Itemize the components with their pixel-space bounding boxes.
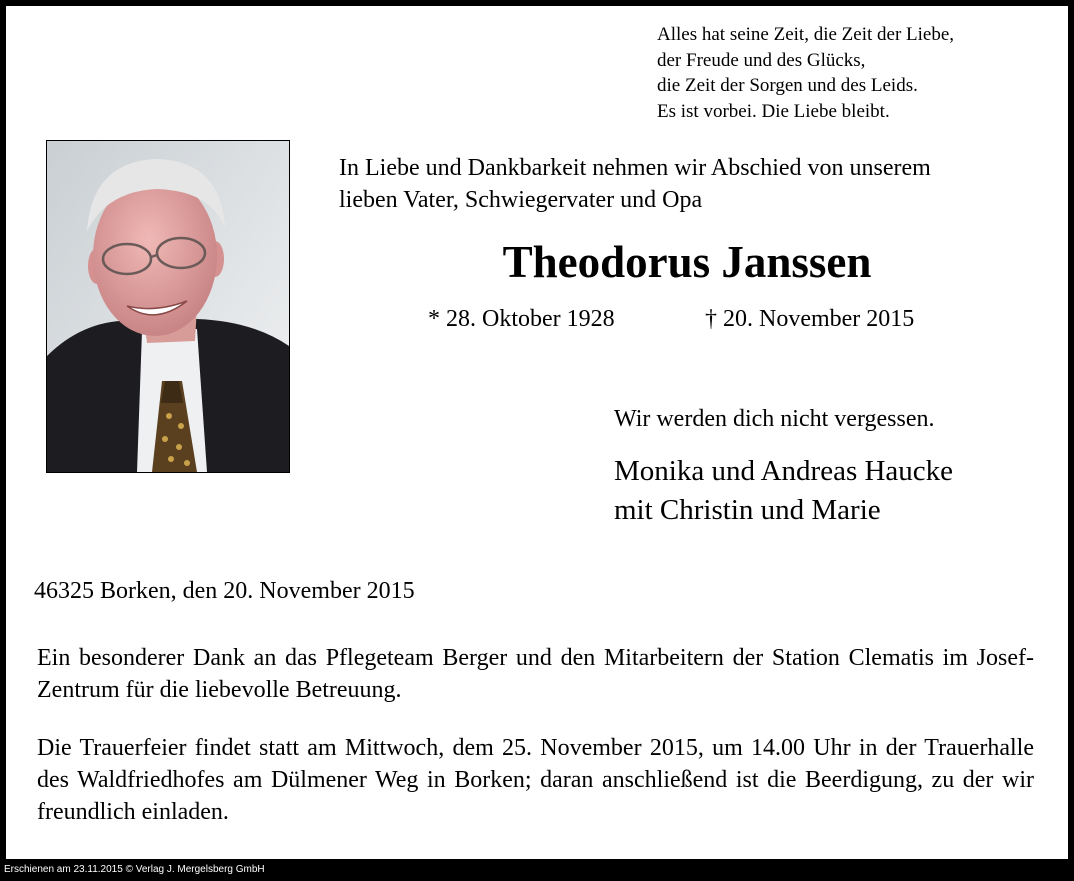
mourners bbox=[614, 452, 953, 530]
poem bbox=[657, 22, 954, 124]
portrait-photo bbox=[46, 140, 290, 473]
thanks-paragraph: Ein besonderer Dank an das Pflegeteam Berger und den Mitarbeitern der Station Clematis im Josef-Zentrum für die liebevolle Betreuung. bbox=[37, 645, 1034, 703]
poem-line: Alles hat seine Zeit, die Zeit der Liebe, bbox=[657, 24, 955, 45]
place-and-date: 46325 Borken, den 20. November 2015 bbox=[34, 578, 415, 604]
poem-line: die Zeit der Sorgen und des Leids. bbox=[657, 75, 918, 96]
funeral-paragraph: Die Trauerfeier findet statt am Mittwoch, dem 25. November 2015, um 14.00 Uhr in der Trauerhalle des Waldfriedhofes am Dülmener Weg in Borken; daran anschließend ist die Beerdigung, zu der wir freundlich einladen. bbox=[37, 735, 1034, 825]
remembrance-line: Wir werden dich nicht vergessen. bbox=[614, 406, 935, 432]
death-date: † 20. November 2015 bbox=[705, 306, 915, 332]
intro-line: lieben Vater, Schwiegervater und Opa bbox=[339, 187, 703, 213]
intro-text bbox=[339, 152, 931, 216]
deceased-name-block bbox=[6, 236, 1074, 288]
mourners-line: Monika und Andreas Haucke bbox=[614, 455, 954, 487]
poem-line: Es ist vorbei. Die Liebe bleibt. bbox=[657, 100, 890, 122]
mourners-line: mit Christin und Marie bbox=[614, 494, 881, 526]
birth-date: * 28. Oktober 1928 bbox=[428, 306, 615, 332]
portrait-image bbox=[47, 141, 289, 472]
deceased-name: Theodorus Janssen bbox=[502, 237, 872, 287]
intro-line: In Liebe und Dankbarkeit nehmen wir Abschied von unserem bbox=[339, 155, 931, 181]
obituary-notice bbox=[6, 6, 1068, 859]
poem-line: der Freude und des Glücks, bbox=[657, 49, 866, 71]
publication-footer: Erschienen am 23.11.2015 © Verlag J. Mergelsberg GmbH bbox=[4, 864, 265, 875]
